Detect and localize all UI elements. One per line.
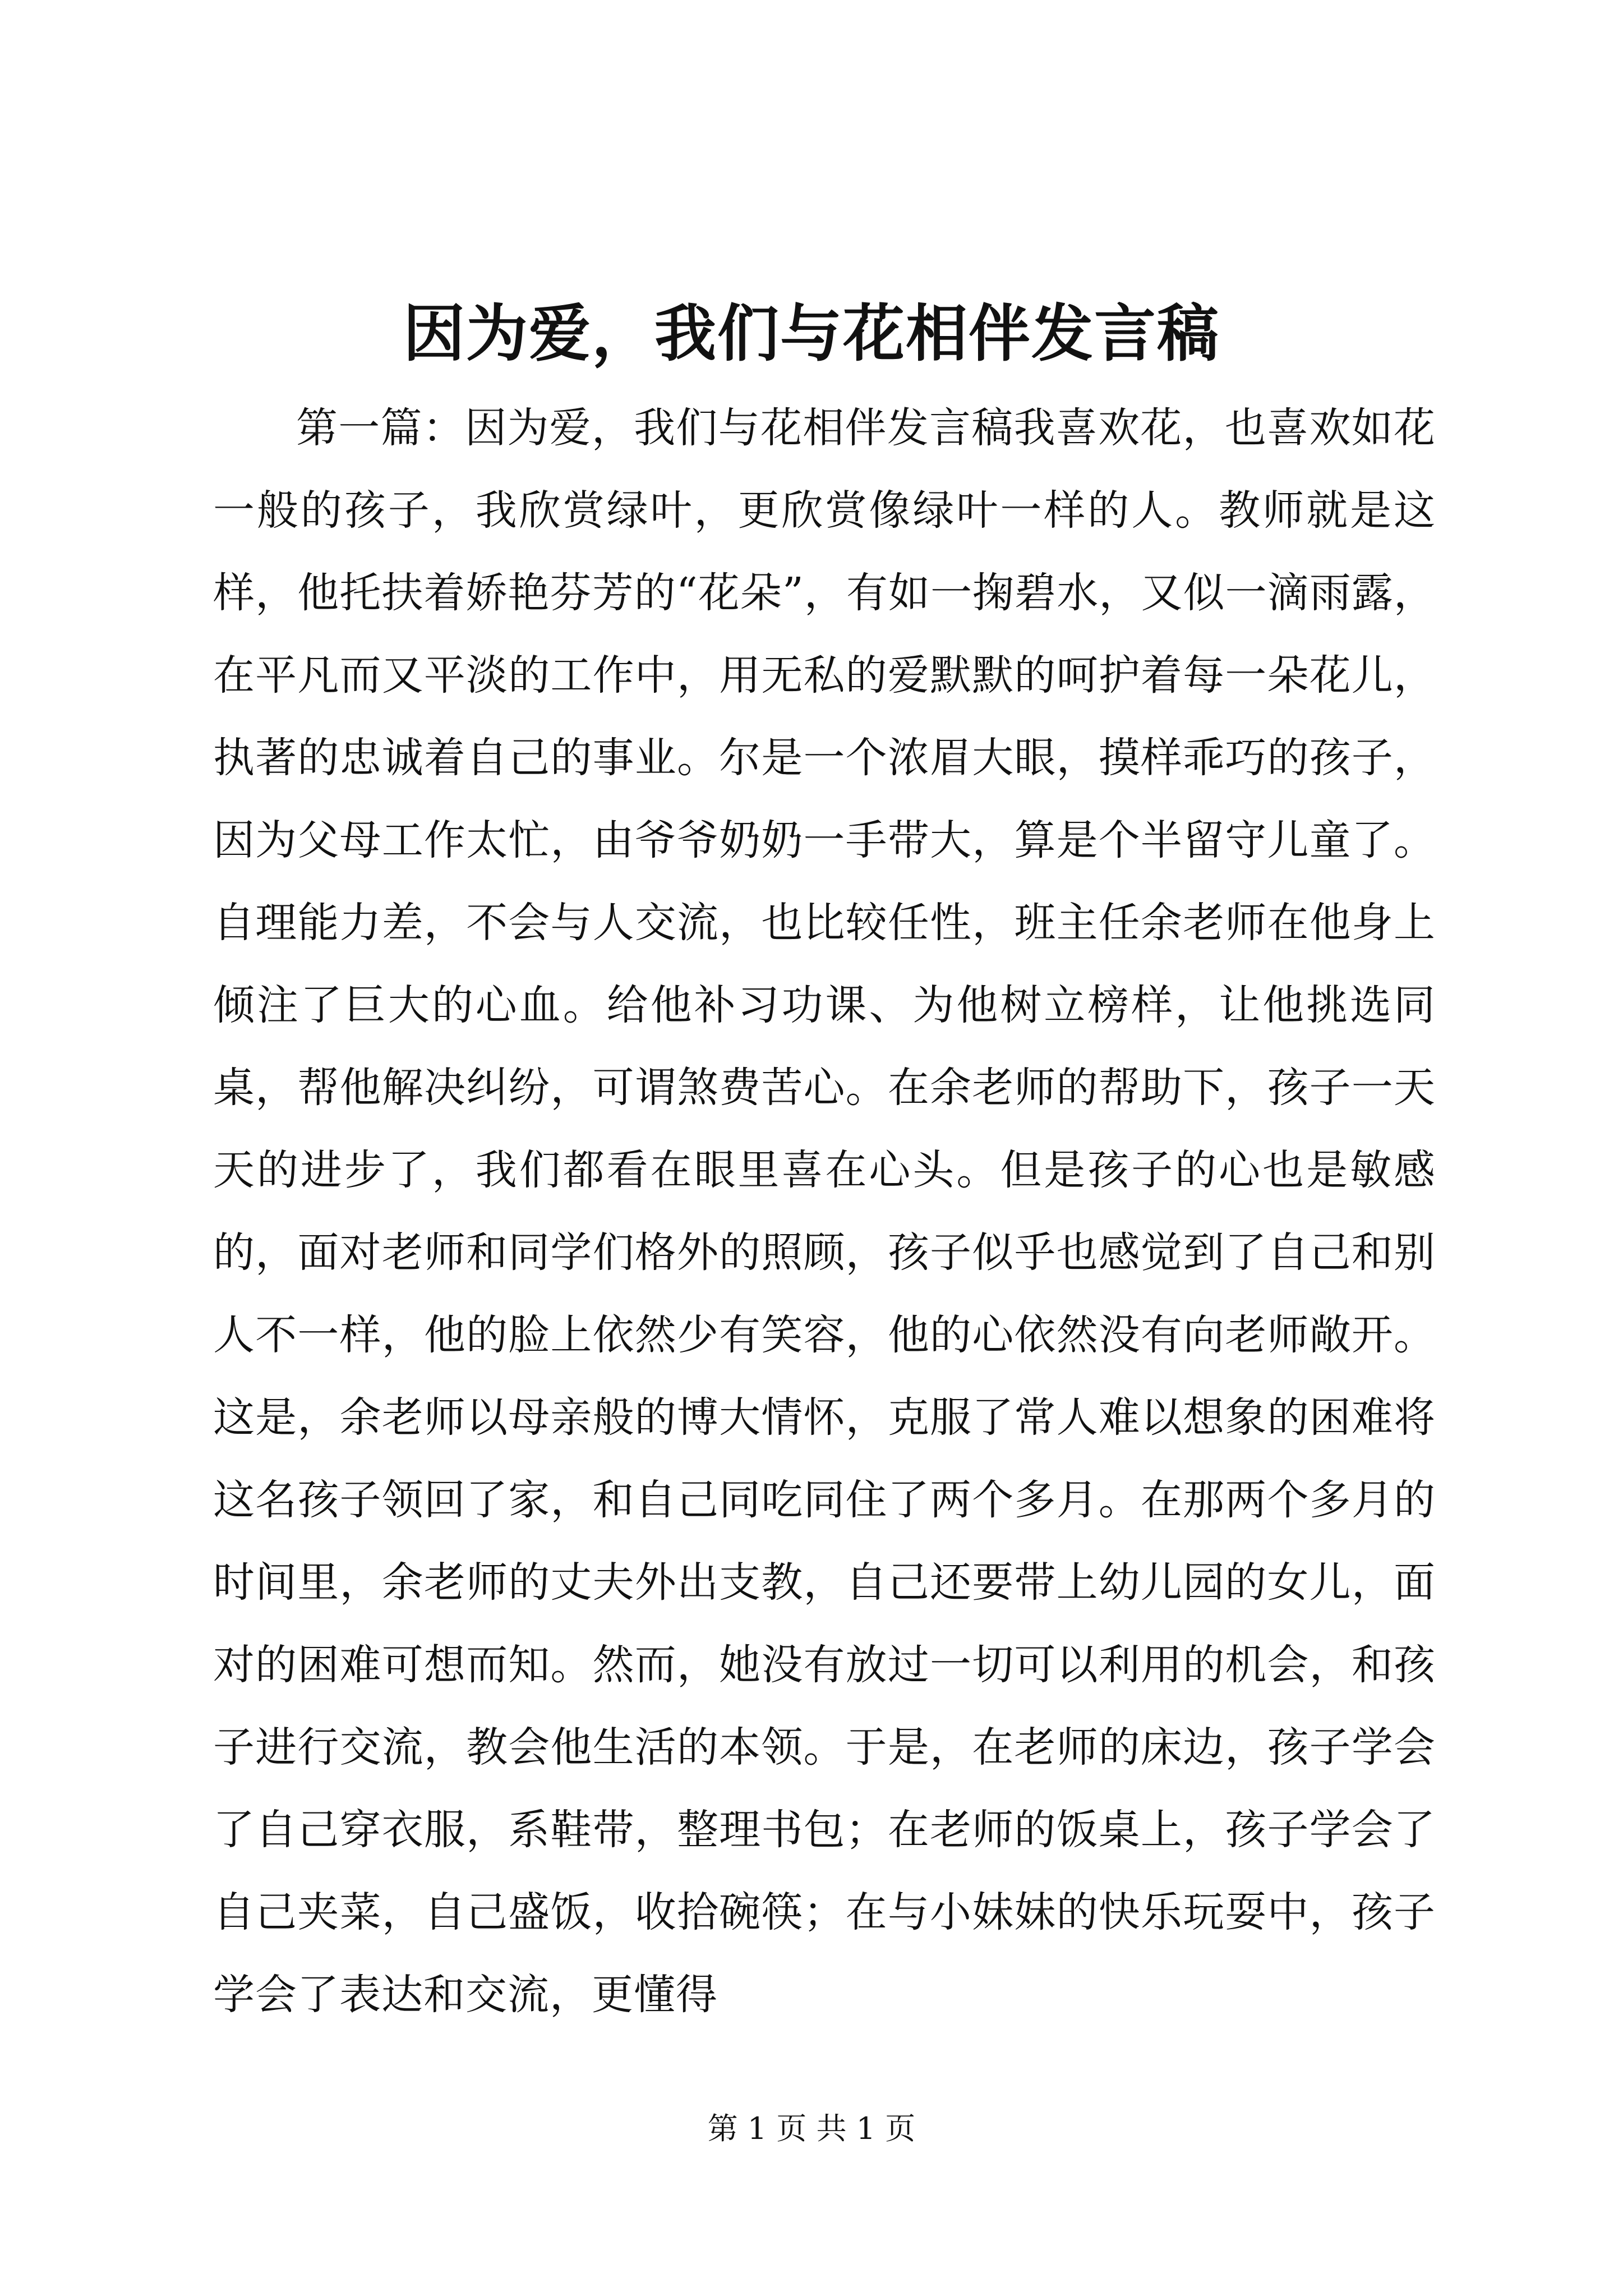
page-footer: 第 1 页 共 1 页 [707, 2111, 916, 2146]
document-body-paragraph: 第一篇：因为爱，我们与花相伴发言稿我喜欢花，也喜欢如花一般的孩子，我欣赏绿叶，更欣赏像绿叶一样的人。教师就是这样，他托扶着娇艳芬芳的“花朵”，有如一掬碧水，又似一滴雨露，在平凡而又平淡的工作中，用无私的爱默默的呵护着每一朵花儿，执著的忠诚着自己的事业。尔是一个浓眉大眼，摸样乖巧的孩子，因为父母工作太忙，由爷爷奶奶一手带大，算是个半留守儿童了。自理能力差，不会与人交流，也比较任性，班主任余老师在他身上倾注了巨大的心血。给他补习功课、为他树立榜样，让他挑选同桌，帮他解决纠纷，可谓煞费苦心。在余老师的帮助下，孩子一天天的进步了，我们都看在眼里喜在心头。但是孩子的心也是敏感的，面对老师和同学们格外的照顾，孩子似乎也感觉到了自己和别人不一样，他的脸上依然少有笑容，他的心依然没有向老师敞开。这是，余老师以母亲般的博大情怀，克服了常人难以想象的困难将这名孩子领回了家，和自己同吃同住了两个多月。在那两个多月的时间里，余老师的丈夫外出支教，自己还要带上幼儿园的女儿，面对的困难可想而知。然而，她没有放过一切可以利用的机会，和孩子进行交流，教会他生活的本领。于是，在老师的床边，孩子学会了自己穿衣服，系鞋带，整理书包；在老师的饭桌上，孩子学会了自己夹菜，自己盛饭，收拾碗筷；在与小妹妹的快乐玩耍中，孩子学会了表达和交流，更懂得 [213, 404, 1436, 2019]
document-title: 因为爱，我们与花相伴发言稿 [403, 297, 1220, 370]
